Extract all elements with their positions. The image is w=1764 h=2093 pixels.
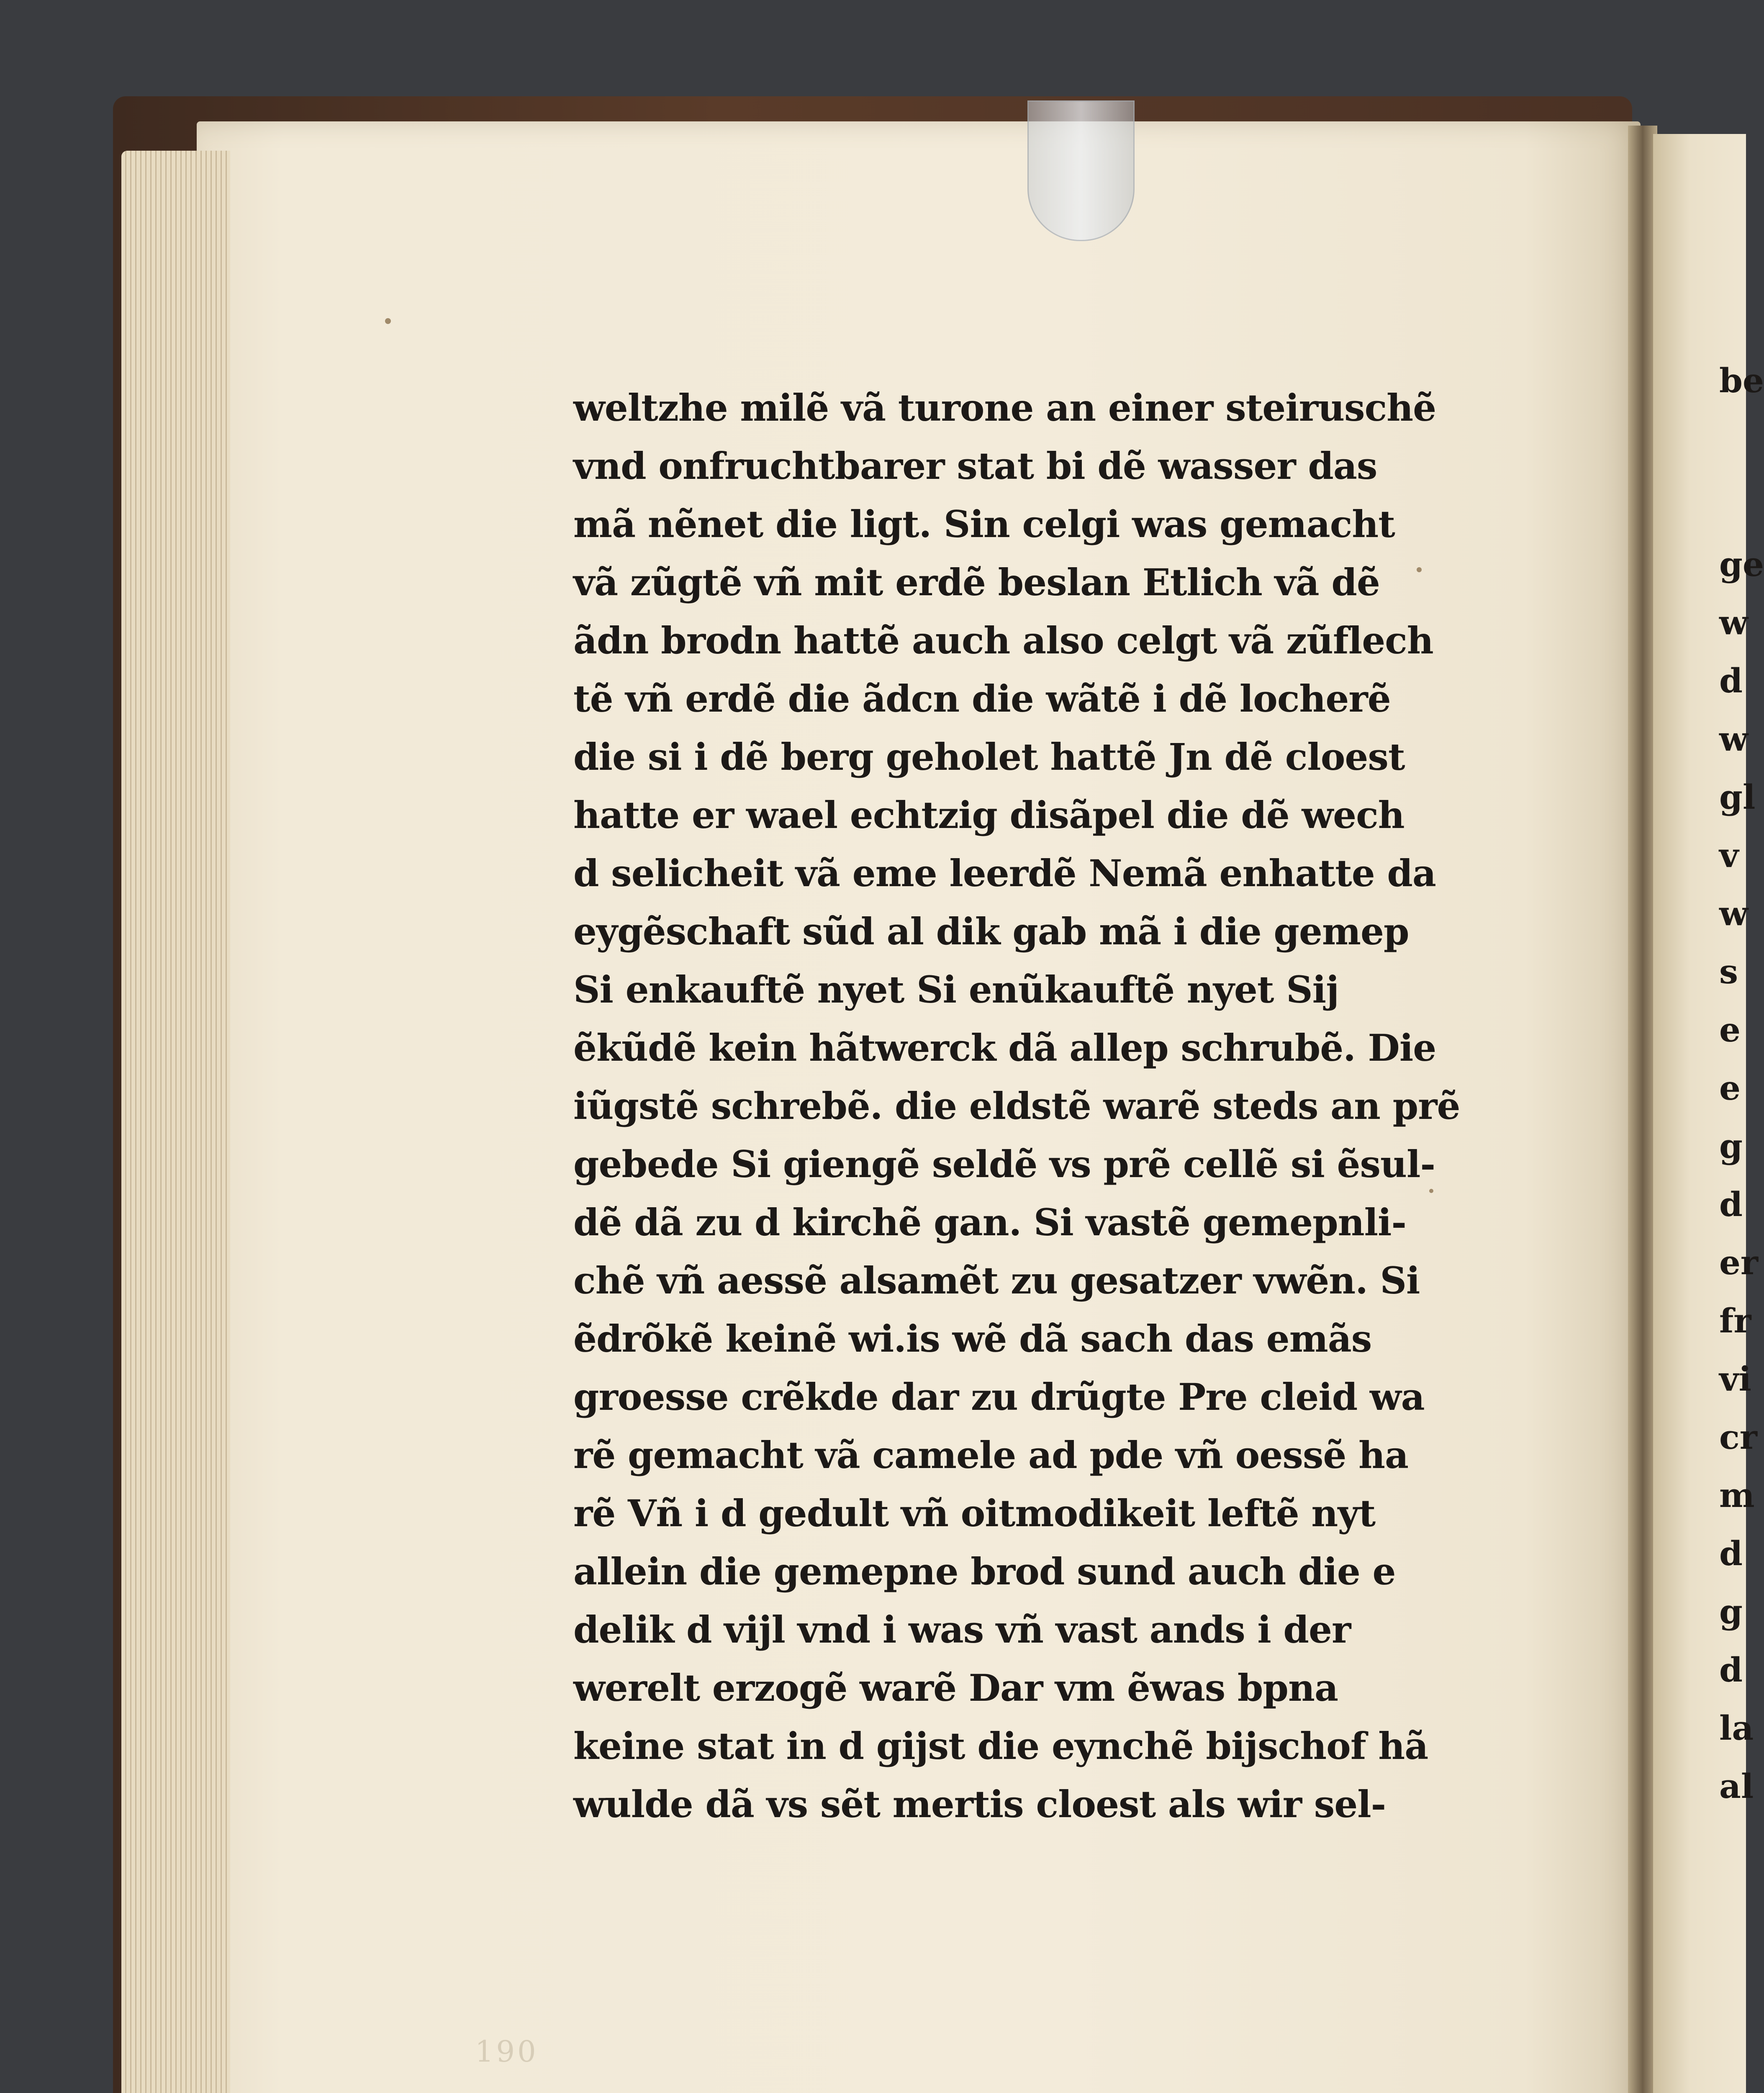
text-line: die si i dẽ berg geholet hattẽ Jn dẽ cloest bbox=[573, 735, 1405, 779]
text-line: ãdn brodn hattẽ auch also celgt vã zũflech bbox=[573, 619, 1433, 662]
text-line: delik d vijl vnd i was vñ vast ands i der bbox=[573, 1608, 1351, 1651]
page-number: 190 bbox=[475, 2034, 539, 2069]
text-line: keine stat in d gijst die eynchẽ bijschof hã bbox=[573, 1724, 1428, 1768]
paper-spot bbox=[385, 318, 391, 324]
facing-page-fragment: e bbox=[1719, 1068, 1741, 1108]
facing-page-fragment: g bbox=[1719, 1126, 1743, 1166]
text-line: iũgstẽ schrebẽ. die eldstẽ warẽ steds an prẽ bbox=[573, 1084, 1460, 1128]
paper-spot bbox=[1429, 1189, 1433, 1193]
text-line: hatte er wael echtzig disãpel die dẽ wech bbox=[573, 793, 1405, 837]
facing-page-fragment: m bbox=[1719, 1476, 1755, 1515]
text-line: Si enkauftẽ nyet Si enũkauftẽ nyet Sij bbox=[573, 968, 1339, 1011]
text-line: dẽ dã zu d kirchẽ gan. Si vastẽ gemepnli- bbox=[573, 1201, 1406, 1244]
facing-page-fragment: g bbox=[1719, 1592, 1743, 1631]
facing-page-fragment: d bbox=[1719, 1650, 1743, 1689]
facing-page-fragment: fr bbox=[1719, 1301, 1751, 1340]
facing-page-fragment: be bbox=[1719, 361, 1764, 400]
text-line: ẽdrõkẽ keinẽ wi.is wẽ dã sach das emãs bbox=[573, 1317, 1372, 1360]
facing-page-fragment: ge bbox=[1719, 545, 1764, 584]
text-line: groesse crẽkde dar zu drũgte Pre cleid wa bbox=[573, 1375, 1425, 1419]
text-line: vnd onfruchtbarer stat bi dẽ wasser das bbox=[573, 444, 1377, 488]
text-line: vã zũgtẽ vñ mit erdẽ beslan Etlich vã dẽ bbox=[573, 561, 1380, 604]
facing-page-text-fragments bbox=[1719, 352, 1764, 1815]
facing-page-fragment: d bbox=[1719, 1534, 1743, 1573]
facing-page-fragment: gl bbox=[1719, 777, 1756, 817]
text-line: wulde dã vs sẽt mertis cloest als wir sel- bbox=[573, 1782, 1386, 1826]
text-line: gebede Si giengẽ seldẽ vs prẽ cellẽ si ẽsul- bbox=[573, 1142, 1435, 1186]
facing-page-fragment: w bbox=[1719, 603, 1748, 642]
facing-page-fragment: vi bbox=[1719, 1359, 1751, 1399]
text-line: rẽ Vñ i d gedult vñ oitmodikeit leftẽ nyt bbox=[573, 1491, 1376, 1535]
facing-page-fragment: e bbox=[1719, 1010, 1741, 1049]
printed-text-block bbox=[573, 379, 1460, 1833]
text-line: tẽ vñ erdẽ die ãdcn die wãtẽ i dẽ locherẽ bbox=[573, 677, 1391, 720]
page-block-edges bbox=[121, 151, 230, 2093]
page-clip-top bbox=[1027, 100, 1135, 241]
text-line: weltzhe milẽ vã turone an einer steiruschẽ bbox=[573, 386, 1436, 429]
facing-page-fragment: v bbox=[1719, 836, 1739, 875]
facing-page-fragment: d bbox=[1719, 661, 1743, 700]
facing-page-fragment: al bbox=[1719, 1766, 1754, 1806]
facing-page-fragment: s bbox=[1719, 952, 1738, 991]
facing-page-fragment: d bbox=[1719, 1185, 1743, 1224]
text-line: ẽkũdẽ kein hãtwerck dã allep schrubẽ. Die bbox=[573, 1026, 1436, 1070]
facing-page-fragment: er bbox=[1719, 1243, 1759, 1282]
facing-page-fragment: w bbox=[1719, 894, 1748, 933]
facing-page-fragment: cr bbox=[1719, 1417, 1757, 1457]
text-line: werelt erzogẽ warẽ Dar vm ẽwas bpna bbox=[573, 1666, 1338, 1710]
facing-page-fragment: la bbox=[1719, 1708, 1754, 1748]
text-line: d selicheit vã eme leerdẽ Nemã enhatte da bbox=[573, 851, 1436, 895]
facing-page-fragment: w bbox=[1719, 719, 1748, 759]
text-line: rẽ gemacht vã camele ad pde vñ oessẽ ha bbox=[573, 1433, 1409, 1477]
text-line: chẽ vñ aessẽ alsamẽt zu gesatzer vwẽn. Si bbox=[573, 1259, 1420, 1302]
text-line: mã nẽnet die ligt. Sin celgi was gemacht bbox=[573, 502, 1395, 546]
text-line: allein die gemepne brod sund auch die e bbox=[573, 1550, 1396, 1593]
text-line: eygẽschaft sũd al dik gab mã i die gemep bbox=[573, 910, 1409, 953]
